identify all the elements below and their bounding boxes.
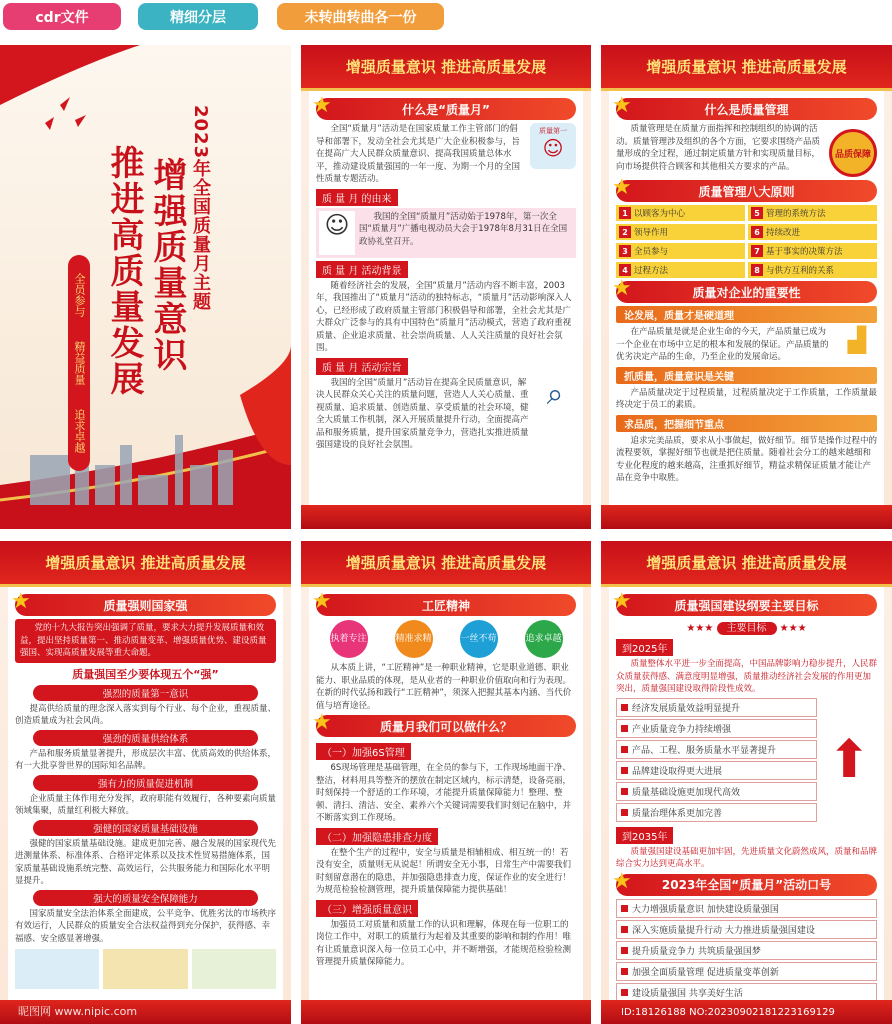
panel-goals (601, 541, 892, 1024)
goal-label: ★★★ 主要目标 ★★★ (686, 623, 807, 634)
list-item: 大力增强质量意识 加快建设质量强国 (616, 899, 877, 918)
item-title: 强大的质量安全保障能力 (33, 890, 258, 906)
subtitle: （三）增强质量意识 (316, 900, 418, 917)
tag-versions[interactable] (277, 3, 444, 30)
watermark: 昵图网 www.nipic.com (18, 1005, 138, 1018)
item-title: 强劲的质量供给体系 (33, 730, 258, 746)
arrow-up-icon: ⬆ (827, 729, 871, 790)
text-block: 随着经济社会的发展，全国“质量月”活动内容不断丰富，2003年，我国推出了“质量月”活动的独特标志，“质量月”活动影响深入人心，已经形成了政府质量主管部门积极倡导和部署，全社会尤其是广大群众广泛参与的具有中国特色“质量月”活动模式，营造了政府重视质量、企业追求质量、社会崇尚质量、人人关注质量的良好社会氛围。 (316, 280, 572, 353)
text-block: 我国的全国“质量月”活动旨在提高全民质量意识，解决人民群众关心关注的质量问题，营造人人关心质量、重视质量、追求质量、创造质量、享受质量的社会环境，健全大质量工作机制，深入开展质量提升行动，全面提高产品和服务质量，提升国家质量竞争力，营造扎实推进质量强国建设的良好社会氛围。 (316, 377, 529, 450)
section-title: ★ 2023年全国“质量月”活动口号 (616, 874, 877, 896)
star-icon: ★ (312, 589, 332, 614)
tag-label: 未转曲转曲各一份 (304, 9, 417, 26)
list-item: 经济发展质量效益明显提升 (616, 698, 817, 717)
subtitle: 质 量 月 活动背景 (316, 261, 408, 278)
slogan-c: 追求卓越 (73, 409, 86, 453)
item-text: 企业质量主体作用充分发挥，政府职能有效履行，各种要素向质量领域集聚，质量红利极大释放。 (15, 793, 276, 816)
panel-quality-month (301, 45, 591, 529)
list-item: 产品、工程、服务质量水平显著提升 (616, 740, 817, 759)
image-id: ID:18126188 NO:20230902181223169129 (621, 1007, 835, 1018)
text-block: 从本质上讲，“工匠精神”是一种职业精神，它是职业道德、职业能力、职业品质的体现，是从业者的一种职业价值取向和行为表现。在新的时代弘扬和践行“工匠精神”，须深入把握其基本内涵、当代价值与培育途径。 (316, 663, 572, 711)
panel-body (8, 587, 283, 1004)
principle-item: 5 管理的系统方法 (748, 205, 877, 221)
panel-body (309, 587, 583, 1004)
section-title: ★ 工匠精神 (316, 594, 576, 616)
section-title: ★ 质量强则国家强 (15, 594, 276, 616)
section-title: ★ 什么是质量管理 (616, 98, 877, 120)
year-theme: 2023年全国质量月主题 (190, 105, 211, 312)
list-item: 深入实施质量提升行动 大力推进质量强国建设 (616, 920, 877, 939)
item-title: 强健的国家质量基础设施 (33, 820, 258, 836)
panel-footer (301, 505, 591, 529)
cover-title-1: 增强质量意识 (147, 157, 187, 373)
subtitle: 论发展，质量才是硬道理 (616, 306, 877, 323)
principle-item: 6 持续改进 (748, 224, 877, 240)
text-block: 在产品质量是就是企业生命的今天，产品质量已成为一个企业在市场中立足的根本和发展的保证。产品质量的优劣决定产品的生命，乃至企业的发展命运。 (616, 327, 829, 362)
panel-header: 增强质量意识 推进高质量发展 (601, 541, 892, 587)
star-icon: ★ (312, 710, 332, 735)
circle-badge: 精准求精 (395, 620, 433, 658)
text-block: 质量管理是在质量方面指挥和控制组织的协调的活动。质量管理涉及组织的各个方面，它要求围绕产品质量形成的全过程，通过制定质量方针和实现质量目标，向市场提供符合顾客和其他相关方要求的产品。 (616, 124, 821, 172)
list-item: 产业质量竞争力持续增强 (616, 719, 817, 738)
principle-item: 2 领导作用 (616, 224, 745, 240)
star-icon: ★ (612, 868, 632, 894)
text-block: 全国“质量月”活动是在国家质量工作主管部门的倡导和部署下，发动全社会尤其是广大企业积极参与，旨在提高广大人民群众质量意识、提高我国质量总体水平，推动建设质量强国的一年一度、为期一个月的全国性质量专题活动。 (316, 124, 521, 184)
subtitle: （一）加强6S管理 (316, 743, 411, 760)
item-text: 国家质量安全法治体系全面建成，公平竞争、优胜劣汰的市场秩序有效运行，人民群众的质量安全合法权益得到充分保护，获得感、幸福感、安全感显著增强。 (15, 908, 276, 944)
star-icon: ★ (612, 589, 632, 614)
subtitle: 质 量 月 的由来 (316, 189, 398, 206)
panel-header: 增强质量意识 推进高质量发展 (0, 541, 291, 587)
star-icon: ★ (312, 93, 332, 118)
panel-craftsman (301, 541, 591, 1024)
panel-body (609, 587, 884, 1004)
list-item: 建设质量强国 共享美好生活 (616, 983, 877, 1002)
section-title: ★ 质量对企业的重要性 (616, 281, 877, 303)
circle-badge: 追求卓越 (525, 620, 563, 658)
slogan-pill (68, 255, 90, 471)
subtitle: 质 量 月 活动宗旨 (316, 358, 408, 375)
principle-item: 3 全员参与 (616, 243, 745, 259)
subtitle: 抓质量，质量意识是关键 (616, 367, 877, 384)
section-title: ★ 质量管理八大原则 (616, 180, 877, 202)
star-icon: ★ (612, 276, 632, 301)
principle-item: 4 过程方法 (616, 262, 745, 278)
panel-header: 增强质量意识 推进高质量发展 (601, 45, 892, 91)
tag-label: cdr文件 (35, 9, 89, 26)
panel-footer (301, 1000, 591, 1024)
tag-label: 精细分层 (170, 9, 226, 26)
text-block: 产品质量决定于过程质量，过程质量决定于工作质量，工作质量最终决定于员工的素质。 (616, 387, 877, 410)
item-title: 强有力的质量促进机制 (33, 775, 258, 791)
star-icon: ★ (612, 175, 632, 200)
text-block: 6S现场管理是基础管理，在全员的参与下，工作现场地面干净、整洁，材料用具等整齐的摆放在制定区域内，标示清楚，设备亮丽，时刻保持一个舒适的工作环境，才能提升质量保障能力！整理、整顿、清扫、清洁、安全、素养六个关键词需要我们时刻记在脑中，并不断落实到工作现场。 (316, 763, 572, 823)
panel-quality-nation (0, 541, 291, 1024)
section-title: ★ 什么是“质量月” (316, 98, 576, 120)
item-text: 提高供给质量的理念深入落实到每个行业、每个企业，重视质量、创造质量成为社会风尚。 (15, 703, 276, 726)
tag-cdr[interactable] (3, 3, 121, 30)
badge-icon: 质量第一 ☺ (530, 123, 576, 169)
year-label: 到2025年 (616, 639, 673, 656)
circle-badge: 一丝不苟 (460, 620, 498, 658)
worker-icon (15, 949, 99, 989)
circle-badge: 执着专注 (330, 620, 368, 658)
list-item: 品牌建设取得更大进展 (616, 761, 817, 780)
panel-body (609, 91, 884, 509)
cover-title-2: 推进高质量发展 (104, 145, 144, 397)
panel-body (309, 91, 583, 509)
cover-panel (0, 45, 291, 529)
panel-footer (0, 1000, 291, 1024)
panel-footer (601, 1000, 892, 1024)
star-icon: ★ (612, 93, 632, 118)
text-block: 追求完美品质，要求从小事做起，做好细节。细节是操作过程中的流程要领，掌握好细节也就是把住质量。随着社会分工的越来越细和专业化程度的越来越高，注重抓好细节，精益求精保证质量才能让产品在竞争中取胜。 (616, 435, 877, 483)
subheading: 质量强国至少要体现五个“强” (72, 667, 219, 681)
text-block: 加强员工对质量和质量工作的认识和理解，体现在每一位职工的岗位工作中，对职工的质量行为起着及其重要的影响和制约作用！唯有让质量意识深入每一位员工心中，并不断增强，才能规范检验检测管理提升质量保障能力。 (316, 919, 572, 967)
slogan-a: 全员参与 (73, 273, 86, 317)
slogan-list (616, 899, 877, 1005)
slogan-b: 精益质量 (73, 341, 86, 385)
intro-box: 党的十九大报告突出强调了质量，要求大力提升发展质量和效益，提出坚持质量第一、推动质量变革、增强质量优势、建设质量强国、实现高质量发展等重大命题。 (15, 619, 276, 663)
subtitle: （二）加强隐患排查力度 (316, 828, 438, 845)
panel-quality-management (601, 45, 892, 529)
star-icon: ★ (11, 589, 31, 614)
year-label: 到2035年 (616, 827, 673, 844)
growth-chart-icon: ▟ (847, 326, 867, 354)
character-icon: ☺ (319, 211, 355, 255)
principle-item: 8 与供方互利的关系 (748, 262, 877, 278)
seal-icon: 品质保障 (829, 129, 877, 177)
circle-row (316, 620, 576, 658)
principles-grid (616, 205, 877, 278)
subtitle: 求品质，把握细节重点 (616, 415, 877, 432)
panel-footer (601, 505, 892, 529)
list-item: 质量治理体系更加完善 (616, 803, 817, 822)
principle-item: 7 基于事实的决策方法 (748, 243, 877, 259)
quality-icon (103, 949, 187, 989)
tag-layers[interactable] (138, 3, 258, 30)
item-title: 强烈的质量第一意识 (33, 685, 258, 701)
text-block: 质量强国建设基础更加牢固，先进质量文化蔚然成风，质量和品牌综合实力达到更高水平。 (616, 846, 877, 869)
text-block: 我国的全国“质量月”活动始于1978年，第一次全国“质量月”广播电视动员大会于1978年8月31日在全国政协礼堂召开。 (359, 211, 568, 247)
section-title: ★ 质量月我们可以做什么？ (316, 715, 576, 737)
section-title: ★ 质量强国建设纲要主要目标 (616, 594, 877, 616)
text-block: 质量整体水平进一步全面提高，中国品牌影响力稳步提升，人民群众质量获得感、满意度明显增强，质量推动经济社会发展的作用更加突出，质量强国建设取得阶段性成效。 (616, 659, 877, 694)
text-block: 在整个生产的过程中，安全与质量是相辅相成、相互统一的！若没有安全，质量则无从说起！所谓安全无小事，日常生产中需要我们时刻留意潜在的隐患，并加强隐患排查力度，保证作业的安全进行！为规范检验检测管理，提升质量保障能力提供基础！ (316, 847, 572, 895)
illustration-strip (15, 949, 276, 989)
list-item: 加强全面质量管理 促进质量变革创新 (616, 962, 877, 981)
item-text: 产品和服务质量显著提升，形成层次丰富、优质高效的供给体系，有一大批享誉世界的国际知名品牌。 (15, 748, 276, 771)
item-text: 强健的国家质量基础设施。建成更加完善、融合发展的国家现代先进测量体系、标准体系、合格评定体系以及技术性贸易措施体系，国家质量基础设施系统完整、高效运行，公共服务能力和国际化水平明显提升。 (15, 838, 276, 886)
panel-header: 增强质量意识 推进高质量发展 (301, 45, 591, 91)
goal-list (616, 696, 817, 824)
list-item: 提升质量竞争力 共筑质量强国梦 (616, 941, 877, 960)
panel-header: 增强质量意识 推进高质量发展 (301, 541, 591, 587)
factory-icon (192, 949, 276, 989)
magnifier-icon: ⌕ (546, 376, 564, 412)
principle-item: 1 以顾客为中心 (616, 205, 745, 221)
list-item: 质量基础设施更加现代高效 (616, 782, 817, 801)
